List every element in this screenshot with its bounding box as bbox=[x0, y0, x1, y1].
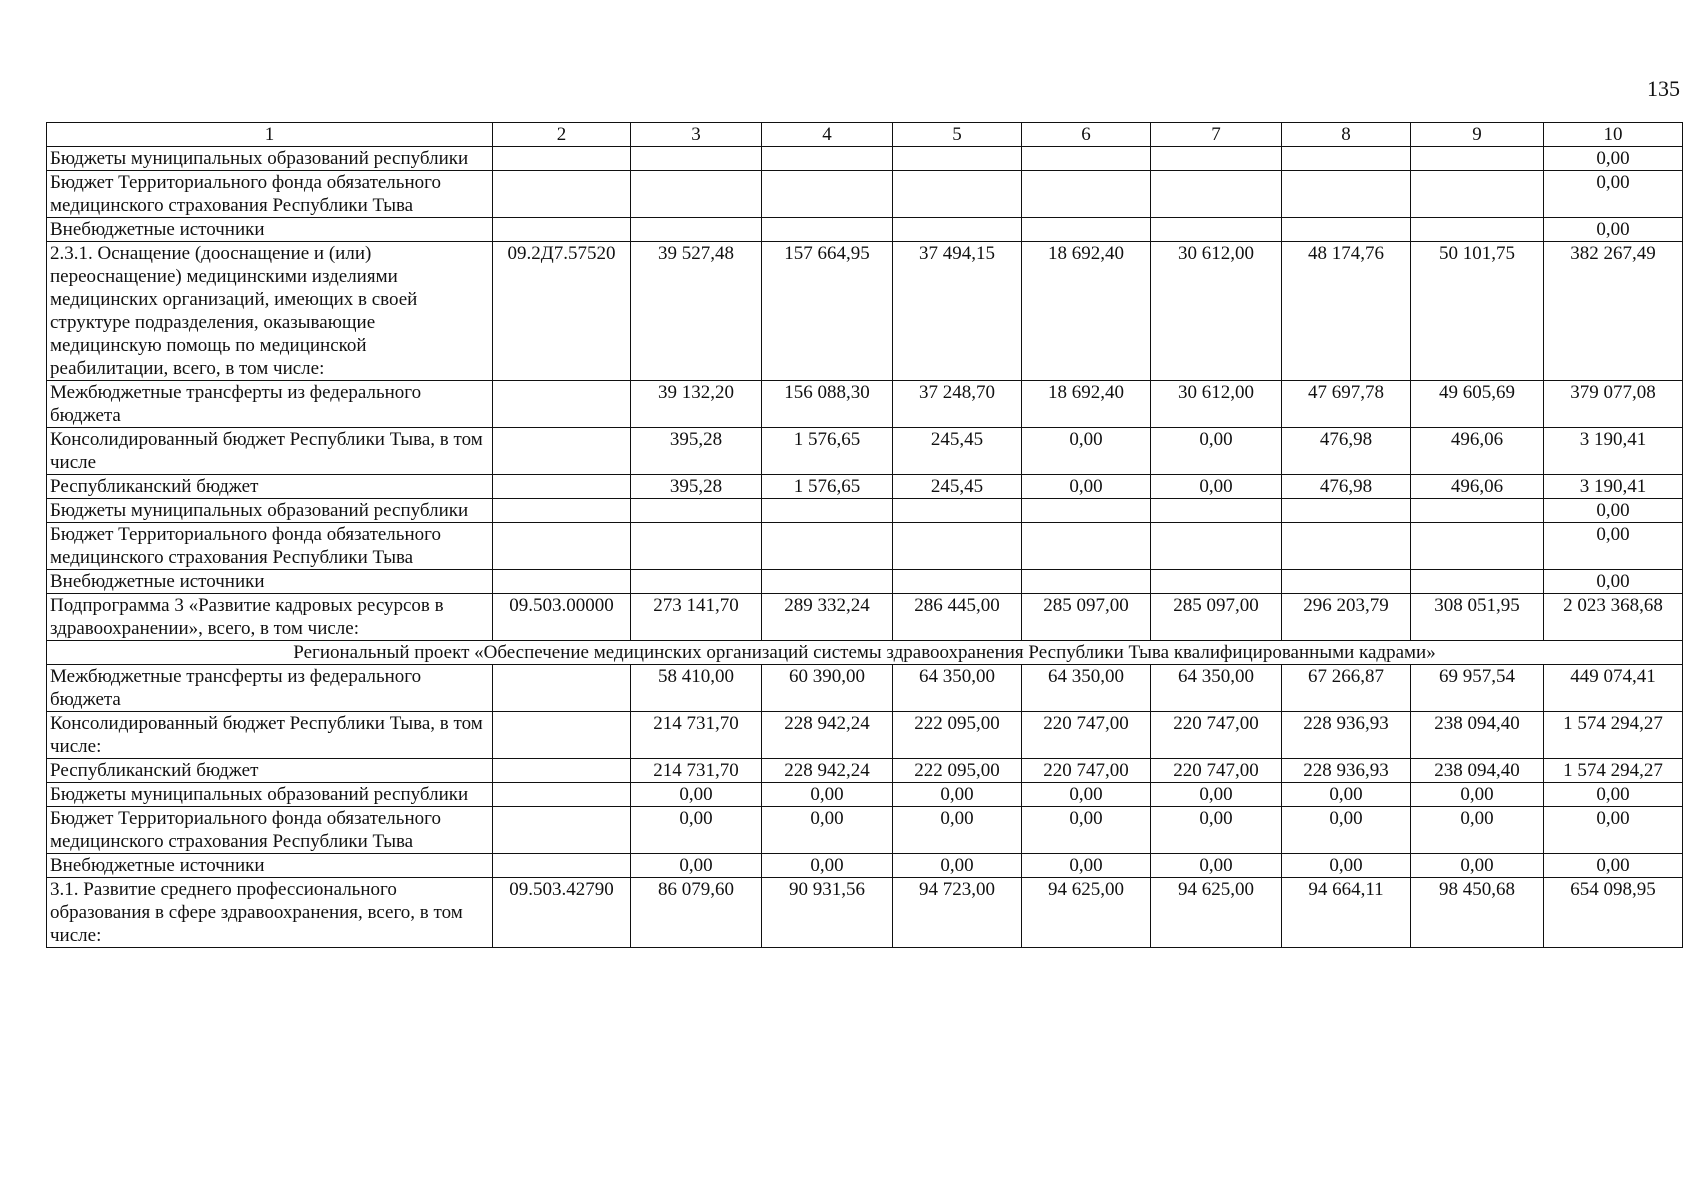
budget-table bbox=[46, 122, 1683, 948]
value-cell: 395,28 bbox=[631, 428, 762, 475]
total-value-cell: 654 098,95 bbox=[1544, 878, 1683, 948]
value-cell bbox=[762, 218, 893, 242]
column-number: 1 bbox=[47, 123, 493, 147]
column-number: 10 bbox=[1544, 123, 1683, 147]
budget-code bbox=[493, 712, 631, 759]
value-cell bbox=[893, 218, 1022, 242]
value-cell bbox=[893, 570, 1022, 594]
value-cell bbox=[631, 523, 762, 570]
table-row bbox=[47, 171, 1683, 218]
value-cell bbox=[631, 218, 762, 242]
value-cell: 0,00 bbox=[1151, 854, 1282, 878]
row-label: Республиканский бюджет bbox=[47, 759, 493, 783]
value-cell: 214 731,70 bbox=[631, 712, 762, 759]
table-body bbox=[47, 123, 1683, 948]
section-title: Региональный проект «Обеспечение медицинских организаций системы здравоохранения Республики Тыва квалифицированными кадрами» bbox=[47, 641, 1683, 665]
budget-code: 09.503.00000 bbox=[493, 594, 631, 641]
column-number: 2 bbox=[493, 123, 631, 147]
table-row bbox=[47, 594, 1683, 641]
table-row bbox=[47, 854, 1683, 878]
budget-code: 09.503.42790 bbox=[493, 878, 631, 948]
budget-code bbox=[493, 523, 631, 570]
row-label: Бюджеты муниципальных образований республики bbox=[47, 783, 493, 807]
value-cell: 1 576,65 bbox=[762, 475, 893, 499]
value-cell: 214 731,70 bbox=[631, 759, 762, 783]
value-cell: 496,06 bbox=[1411, 475, 1544, 499]
row-label: Подпрограмма 3 «Развитие кадровых ресурсов в здравоохранении», всего, в том числе: bbox=[47, 594, 493, 641]
row-label: Бюджеты муниципальных образований республики bbox=[47, 147, 493, 171]
value-cell: 90 931,56 bbox=[762, 878, 893, 948]
value-cell bbox=[631, 171, 762, 218]
total-value-cell: 0,00 bbox=[1544, 171, 1683, 218]
row-label: Республиканский бюджет bbox=[47, 475, 493, 499]
row-label: 3.1. Развитие среднего профессионального образования в сфере здравоохранения, всего, в том числе: bbox=[47, 878, 493, 948]
value-cell: 64 350,00 bbox=[1151, 665, 1282, 712]
budget-code bbox=[493, 783, 631, 807]
value-cell: 0,00 bbox=[1022, 807, 1151, 854]
value-cell: 228 942,24 bbox=[762, 759, 893, 783]
value-cell bbox=[1022, 570, 1151, 594]
row-label: Внебюджетные источники bbox=[47, 570, 493, 594]
value-cell: 0,00 bbox=[1022, 783, 1151, 807]
table-row bbox=[47, 381, 1683, 428]
value-cell: 228 936,93 bbox=[1282, 759, 1411, 783]
value-cell: 0,00 bbox=[762, 783, 893, 807]
value-cell: 0,00 bbox=[762, 807, 893, 854]
total-value-cell: 0,00 bbox=[1544, 570, 1683, 594]
value-cell bbox=[762, 570, 893, 594]
value-cell: 273 141,70 bbox=[631, 594, 762, 641]
value-cell bbox=[893, 171, 1022, 218]
column-number: 3 bbox=[631, 123, 762, 147]
budget-code bbox=[493, 147, 631, 171]
value-cell: 476,98 bbox=[1282, 428, 1411, 475]
table-row bbox=[47, 759, 1683, 783]
value-cell: 30 612,00 bbox=[1151, 381, 1282, 428]
row-label: Внебюджетные источники bbox=[47, 218, 493, 242]
value-cell: 0,00 bbox=[631, 854, 762, 878]
value-cell bbox=[1411, 147, 1544, 171]
value-cell bbox=[1151, 218, 1282, 242]
budget-code bbox=[493, 171, 631, 218]
value-cell: 0,00 bbox=[1022, 475, 1151, 499]
value-cell: 238 094,40 bbox=[1411, 712, 1544, 759]
value-cell: 476,98 bbox=[1282, 475, 1411, 499]
value-cell: 64 350,00 bbox=[1022, 665, 1151, 712]
value-cell: 0,00 bbox=[1411, 854, 1544, 878]
value-cell bbox=[1282, 218, 1411, 242]
row-label: Консолидированный бюджет Республики Тыва, в том числе: bbox=[47, 712, 493, 759]
total-value-cell: 0,00 bbox=[1544, 499, 1683, 523]
value-cell: 64 350,00 bbox=[893, 665, 1022, 712]
value-cell: 0,00 bbox=[631, 807, 762, 854]
row-label: Бюджет Территориального фонда обязательного медицинского страхования Республики Тыва bbox=[47, 171, 493, 218]
value-cell: 0,00 bbox=[1151, 807, 1282, 854]
value-cell bbox=[1151, 499, 1282, 523]
row-label: Межбюджетные трансферты из федерального бюджета bbox=[47, 665, 493, 712]
table-row bbox=[47, 807, 1683, 854]
total-value-cell: 0,00 bbox=[1544, 147, 1683, 171]
value-cell: 156 088,30 bbox=[762, 381, 893, 428]
value-cell: 37 248,70 bbox=[893, 381, 1022, 428]
total-value-cell: 0,00 bbox=[1544, 523, 1683, 570]
value-cell bbox=[1411, 570, 1544, 594]
value-cell: 94 625,00 bbox=[1151, 878, 1282, 948]
budget-code: 09.2Д7.57520 bbox=[493, 242, 631, 381]
value-cell: 39 132,20 bbox=[631, 381, 762, 428]
budget-code bbox=[493, 475, 631, 499]
table-row bbox=[47, 570, 1683, 594]
value-cell bbox=[1022, 171, 1151, 218]
value-cell: 245,45 bbox=[893, 428, 1022, 475]
budget-code bbox=[493, 759, 631, 783]
budget-code bbox=[493, 807, 631, 854]
value-cell: 49 605,69 bbox=[1411, 381, 1544, 428]
row-label: Консолидированный бюджет Республики Тыва, в том числе bbox=[47, 428, 493, 475]
value-cell: 1 576,65 bbox=[762, 428, 893, 475]
value-cell: 98 450,68 bbox=[1411, 878, 1544, 948]
column-number: 4 bbox=[762, 123, 893, 147]
value-cell bbox=[1282, 147, 1411, 171]
budget-code bbox=[493, 570, 631, 594]
value-cell: 86 079,60 bbox=[631, 878, 762, 948]
column-number: 8 bbox=[1282, 123, 1411, 147]
budget-code bbox=[493, 218, 631, 242]
table-row bbox=[47, 523, 1683, 570]
column-number: 6 bbox=[1022, 123, 1151, 147]
value-cell: 58 410,00 bbox=[631, 665, 762, 712]
value-cell: 0,00 bbox=[631, 783, 762, 807]
value-cell: 48 174,76 bbox=[1282, 242, 1411, 381]
value-cell: 222 095,00 bbox=[893, 759, 1022, 783]
value-cell bbox=[1151, 523, 1282, 570]
value-cell bbox=[762, 499, 893, 523]
value-cell: 0,00 bbox=[1151, 428, 1282, 475]
value-cell bbox=[1022, 147, 1151, 171]
value-cell bbox=[1022, 218, 1151, 242]
value-cell: 220 747,00 bbox=[1151, 759, 1282, 783]
value-cell: 0,00 bbox=[1282, 854, 1411, 878]
table-row bbox=[47, 475, 1683, 499]
value-cell bbox=[762, 523, 893, 570]
value-cell: 289 332,24 bbox=[762, 594, 893, 641]
value-cell bbox=[1022, 499, 1151, 523]
value-cell: 220 747,00 bbox=[1022, 712, 1151, 759]
value-cell: 94 723,00 bbox=[893, 878, 1022, 948]
total-value-cell: 3 190,41 bbox=[1544, 428, 1683, 475]
total-value-cell: 0,00 bbox=[1544, 783, 1683, 807]
value-cell: 0,00 bbox=[762, 854, 893, 878]
value-cell bbox=[893, 499, 1022, 523]
row-label: Бюджет Территориального фонда обязательного медицинского страхования Республики Тыва bbox=[47, 807, 493, 854]
total-value-cell: 449 074,41 bbox=[1544, 665, 1683, 712]
value-cell bbox=[1411, 499, 1544, 523]
column-number-row bbox=[47, 123, 1683, 147]
value-cell: 228 942,24 bbox=[762, 712, 893, 759]
value-cell bbox=[762, 171, 893, 218]
value-cell: 285 097,00 bbox=[1022, 594, 1151, 641]
value-cell bbox=[1411, 171, 1544, 218]
value-cell bbox=[1151, 147, 1282, 171]
value-cell: 0,00 bbox=[1022, 854, 1151, 878]
value-cell: 30 612,00 bbox=[1151, 242, 1282, 381]
value-cell: 220 747,00 bbox=[1151, 712, 1282, 759]
value-cell: 94 664,11 bbox=[1282, 878, 1411, 948]
value-cell: 222 095,00 bbox=[893, 712, 1022, 759]
value-cell bbox=[1151, 570, 1282, 594]
row-label: Межбюджетные трансферты из федерального бюджета bbox=[47, 381, 493, 428]
budget-code bbox=[493, 499, 631, 523]
table-row bbox=[47, 783, 1683, 807]
page-number: 135 bbox=[1647, 76, 1680, 101]
value-cell: 47 697,78 bbox=[1282, 381, 1411, 428]
value-cell: 238 094,40 bbox=[1411, 759, 1544, 783]
budget-code bbox=[493, 665, 631, 712]
table-row bbox=[47, 878, 1683, 948]
section-row bbox=[47, 641, 1683, 665]
value-cell: 0,00 bbox=[1282, 807, 1411, 854]
value-cell bbox=[631, 570, 762, 594]
row-label: 2.3.1. Оснащение (дооснащение и (или) переоснащение) медицинскими изделиями медицинских организаций, имеющих в своей структуре подразделения, оказывающие медицинскую помощь по медицинской реабилитации, всего, в том числе: bbox=[47, 242, 493, 381]
value-cell bbox=[893, 523, 1022, 570]
column-number: 7 bbox=[1151, 123, 1282, 147]
value-cell bbox=[1282, 171, 1411, 218]
table-row bbox=[47, 428, 1683, 475]
value-cell: 50 101,75 bbox=[1411, 242, 1544, 381]
total-value-cell: 1 574 294,27 bbox=[1544, 712, 1683, 759]
value-cell: 67 266,87 bbox=[1282, 665, 1411, 712]
value-cell: 0,00 bbox=[893, 854, 1022, 878]
total-value-cell: 1 574 294,27 bbox=[1544, 759, 1683, 783]
value-cell bbox=[1411, 218, 1544, 242]
value-cell bbox=[631, 147, 762, 171]
table-row bbox=[47, 218, 1683, 242]
value-cell: 228 936,93 bbox=[1282, 712, 1411, 759]
total-value-cell: 0,00 bbox=[1544, 854, 1683, 878]
total-value-cell: 379 077,08 bbox=[1544, 381, 1683, 428]
value-cell bbox=[631, 499, 762, 523]
value-cell: 0,00 bbox=[1151, 783, 1282, 807]
value-cell: 18 692,40 bbox=[1022, 242, 1151, 381]
value-cell: 245,45 bbox=[893, 475, 1022, 499]
total-value-cell: 382 267,49 bbox=[1544, 242, 1683, 381]
value-cell bbox=[1022, 523, 1151, 570]
table-row bbox=[47, 712, 1683, 759]
value-cell bbox=[893, 147, 1022, 171]
column-number: 9 bbox=[1411, 123, 1544, 147]
value-cell: 0,00 bbox=[1411, 807, 1544, 854]
value-cell: 286 445,00 bbox=[893, 594, 1022, 641]
value-cell: 395,28 bbox=[631, 475, 762, 499]
total-value-cell: 0,00 bbox=[1544, 218, 1683, 242]
value-cell bbox=[1282, 499, 1411, 523]
value-cell: 157 664,95 bbox=[762, 242, 893, 381]
value-cell: 0,00 bbox=[893, 783, 1022, 807]
value-cell: 0,00 bbox=[1022, 428, 1151, 475]
value-cell bbox=[1282, 523, 1411, 570]
table-row bbox=[47, 242, 1683, 381]
value-cell: 94 625,00 bbox=[1022, 878, 1151, 948]
budget-code bbox=[493, 381, 631, 428]
value-cell: 37 494,15 bbox=[893, 242, 1022, 381]
value-cell: 496,06 bbox=[1411, 428, 1544, 475]
row-label: Внебюджетные источники bbox=[47, 854, 493, 878]
budget-code bbox=[493, 428, 631, 475]
column-number: 5 bbox=[893, 123, 1022, 147]
value-cell: 296 203,79 bbox=[1282, 594, 1411, 641]
value-cell bbox=[1411, 523, 1544, 570]
value-cell bbox=[1282, 570, 1411, 594]
table-row bbox=[47, 499, 1683, 523]
total-value-cell: 3 190,41 bbox=[1544, 475, 1683, 499]
value-cell: 0,00 bbox=[1411, 783, 1544, 807]
value-cell: 220 747,00 bbox=[1022, 759, 1151, 783]
value-cell: 60 390,00 bbox=[762, 665, 893, 712]
value-cell: 285 097,00 bbox=[1151, 594, 1282, 641]
value-cell: 69 957,54 bbox=[1411, 665, 1544, 712]
value-cell: 308 051,95 bbox=[1411, 594, 1544, 641]
value-cell: 0,00 bbox=[1151, 475, 1282, 499]
value-cell: 39 527,48 bbox=[631, 242, 762, 381]
row-label: Бюджеты муниципальных образований республики bbox=[47, 499, 493, 523]
total-value-cell: 2 023 368,68 bbox=[1544, 594, 1683, 641]
value-cell: 0,00 bbox=[1282, 783, 1411, 807]
value-cell: 18 692,40 bbox=[1022, 381, 1151, 428]
row-label: Бюджет Территориального фонда обязательного медицинского страхования Республики Тыва bbox=[47, 523, 493, 570]
budget-code bbox=[493, 854, 631, 878]
table-row bbox=[47, 665, 1683, 712]
value-cell bbox=[762, 147, 893, 171]
value-cell bbox=[1151, 171, 1282, 218]
total-value-cell: 0,00 bbox=[1544, 807, 1683, 854]
table-row bbox=[47, 147, 1683, 171]
value-cell: 0,00 bbox=[893, 807, 1022, 854]
